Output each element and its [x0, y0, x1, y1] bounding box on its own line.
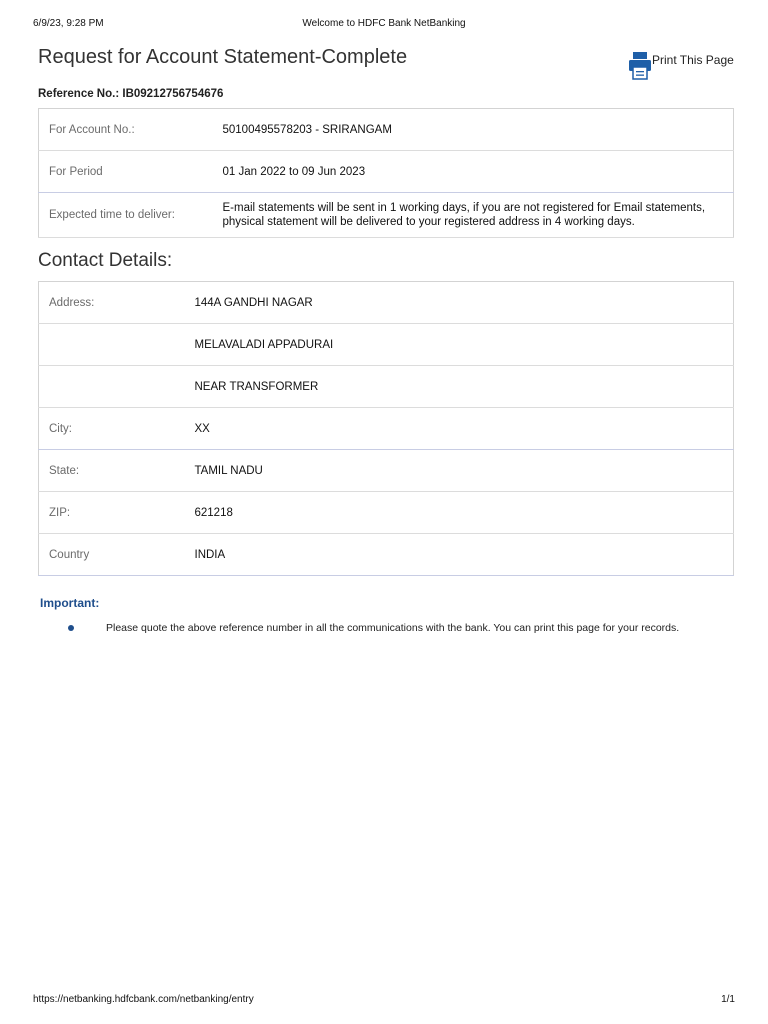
period-value: 01 Jan 2022 to 09 Jun 2023: [213, 151, 734, 193]
reference-label: Reference No.:: [38, 88, 120, 100]
print-header: [33, 18, 735, 32]
reference-number: [38, 88, 223, 100]
account-number-value: 50100495578203 - SRIRANGAM: [213, 109, 734, 151]
zip-label: ZIP:: [39, 492, 185, 534]
account-number-label: For Account No.:: [39, 109, 213, 151]
print-document-title: Welcome to HDFC Bank NetBanking: [302, 18, 466, 29]
request-details-table: [38, 108, 734, 238]
table-row: [39, 151, 734, 193]
zip-value: 621218: [185, 492, 734, 534]
bullet-icon: [68, 625, 74, 631]
table-row: [39, 492, 734, 534]
print-timestamp: 6/9/23, 9:28 PM: [33, 18, 104, 29]
address-line-3-label: [39, 366, 185, 408]
print-page-label: Print This Page: [652, 53, 734, 67]
table-row: [39, 109, 734, 151]
delivery-time-label: Expected time to deliver:: [39, 193, 213, 238]
address-line-3: NEAR TRANSFORMER: [185, 366, 734, 408]
contact-details-table: [38, 281, 734, 576]
delivery-time-value: E-mail statements will be sent in 1 working days, if you are not registered for Email statements, physical statement will be delivered to your registered address in 4 working days.: [213, 193, 734, 238]
address-line-1: 144A GANDHI NAGAR: [185, 282, 734, 324]
reference-value: IB09212756754676: [122, 88, 224, 100]
print-footer: [33, 994, 735, 1008]
country-value: INDIA: [185, 534, 734, 576]
state-label: State:: [39, 450, 185, 492]
city-value: XX: [185, 408, 734, 450]
table-row: [39, 450, 734, 492]
important-heading: Important:: [40, 596, 100, 610]
period-label: For Period: [39, 151, 213, 193]
country-label: Country: [39, 534, 185, 576]
city-label: City:: [39, 408, 185, 450]
contact-details-heading: Contact Details:: [38, 250, 173, 271]
important-note-text: Please quote the above reference number in all the communications with the bank. You can print this page for your records.: [106, 622, 680, 634]
table-row: [39, 534, 734, 576]
print-footer-url: https://netbanking.hdfcbank.com/netbanking/entry: [33, 994, 254, 1005]
page-title: Request for Account Statement-Complete: [38, 46, 408, 68]
table-row: [39, 324, 734, 366]
state-value: TAMIL NADU: [185, 450, 734, 492]
address-line-2: MELAVALADI APPADURAI: [185, 324, 734, 366]
print-page-count: 1/1: [721, 994, 735, 1005]
printer-icon: [628, 50, 652, 80]
table-row: [39, 282, 734, 324]
list-item: [68, 622, 728, 634]
address-line-2-label: [39, 324, 185, 366]
address-label: Address:: [39, 282, 185, 324]
table-row: [39, 366, 734, 408]
print-page-link[interactable]: [628, 50, 734, 82]
table-row: [39, 193, 734, 238]
table-row: [39, 408, 734, 450]
